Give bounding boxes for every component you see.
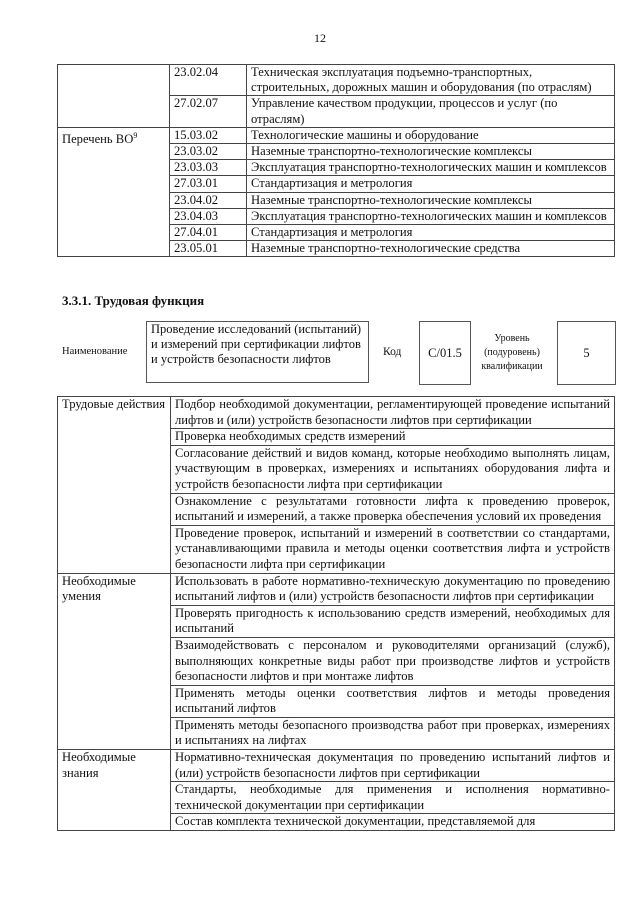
footnote-mark: 9 [133,130,138,140]
page-number: 12 [314,31,326,45]
item-cell: Взаимодействовать с персоналом и руководителями организаций (служб), выполняющих конкретные виды работ при производстве лифтов и устройств безопасности лифтов и при монтаже лифтов [171,637,615,685]
item-cell: Проведение проверок, испытаний и измерений в соответствии со стандартами, устанавливающими правила и методы оценки соответствия лифта и устройств безопасности лифта при сертификации [171,525,615,573]
table-row [58,397,615,429]
table-row [58,65,615,96]
group-cell: Трудовые действия [58,397,171,574]
name-label: Наименование [62,346,128,357]
item-cell: Состав комплекта технической документации, представляемой для [171,814,615,831]
name-cell: Стандартизация и метрология [247,176,615,192]
code-cell: 15.03.02 [170,127,247,143]
table-row [58,127,615,143]
name-cell: Наземные транспортно-технологические средства [247,241,615,257]
level-label: Уровень (подуровень) квалификации [481,333,543,372]
item-cell: Нормативно-техническая документация по проведению испытаний лифтов и (или) устройств безопасности лифтов при сертификации [171,750,615,782]
item-cell: Подбор необходимой документации, регламентирующей проведение испытаний лифтов и (или) устройств безопасности лифтов при сертификации [171,397,615,429]
function-code-box: C/01.5 [419,321,471,385]
group-label: Перечень ВО [62,132,134,146]
name-cell: Наземные транспортно-технологические комплексы [247,144,615,160]
code-cell: 23.04.02 [170,192,247,208]
education-table [57,64,615,257]
name-cell: Эксплуатация транспортно-технологических машин и комплексов [247,208,615,224]
item-cell: Использовать в работе нормативно-техническую документацию по проведению испытаний лифтов и (или) устройств безопасности лифтов при сертификации [171,573,615,605]
code-cell: 27.02.07 [170,96,247,127]
group-cell [58,127,170,257]
code-cell: 27.04.01 [170,225,247,241]
code-cell: 23.05.01 [170,241,247,257]
name-cell: Наземные транспортно-технологические комплексы [247,192,615,208]
item-cell: Ознакомление с результатами готовности лифта к проведению проверок, испытаний и измерений, а также проверка обеспечения условий их проведения [171,493,615,525]
function-name-box: Проведение исследований (испытаний) и измерений при сертификации лифтов и устройств безопасности лифтов [146,321,369,383]
name-cell: Стандартизация и метрология [247,225,615,241]
group-cell [58,65,170,128]
section-heading: 3.3.1. Трудовая функция [62,293,205,308]
code-label: Код [383,346,402,358]
code-cell: 23.04.03 [170,208,247,224]
table-row [58,573,615,605]
name-cell: Техническая эксплуатация подъемно-транспортных, строительных, дорожных машин и оборудования (по отраслям) [247,65,615,96]
code-cell: 23.03.03 [170,160,247,176]
item-cell: Проверка необходимых средств измерений [171,429,615,446]
code-cell: 23.02.04 [170,65,247,96]
group-cell: Необходимые умения [58,573,171,750]
code-cell: 23.03.02 [170,144,247,160]
function-table [57,396,615,831]
item-cell: Применять методы оценки соответствия лифтов и методы проведения испытаний лифтов [171,685,615,717]
code-cell: 27.03.01 [170,176,247,192]
item-cell: Проверять пригодность к использованию средств измерений, необходимых для испытаний [171,605,615,637]
item-cell: Согласование действий и видов команд, которые необходимо выполнять лицам, участвующим в проверках, измерениях и испытаниях оборудования лифта и устройств безопасности лифта при сертификации [171,445,615,493]
function-level-box: 5 [557,321,616,385]
name-cell: Технологические машины и оборудование [247,127,615,143]
item-cell: Стандарты, необходимые для применения и исполнения нормативно-технической документации при сертификации [171,782,615,814]
name-cell: Управление качеством продукции, процессов и услуг (по отраслям) [247,96,615,127]
table-row [58,750,615,782]
item-cell: Применять методы безопасного производства работ при проверках, измерениях и испытаниях на лифтах [171,717,615,749]
group-cell: Необходимые знания [58,750,171,831]
name-cell: Эксплуатация транспортно-технологических машин и комплексов [247,160,615,176]
